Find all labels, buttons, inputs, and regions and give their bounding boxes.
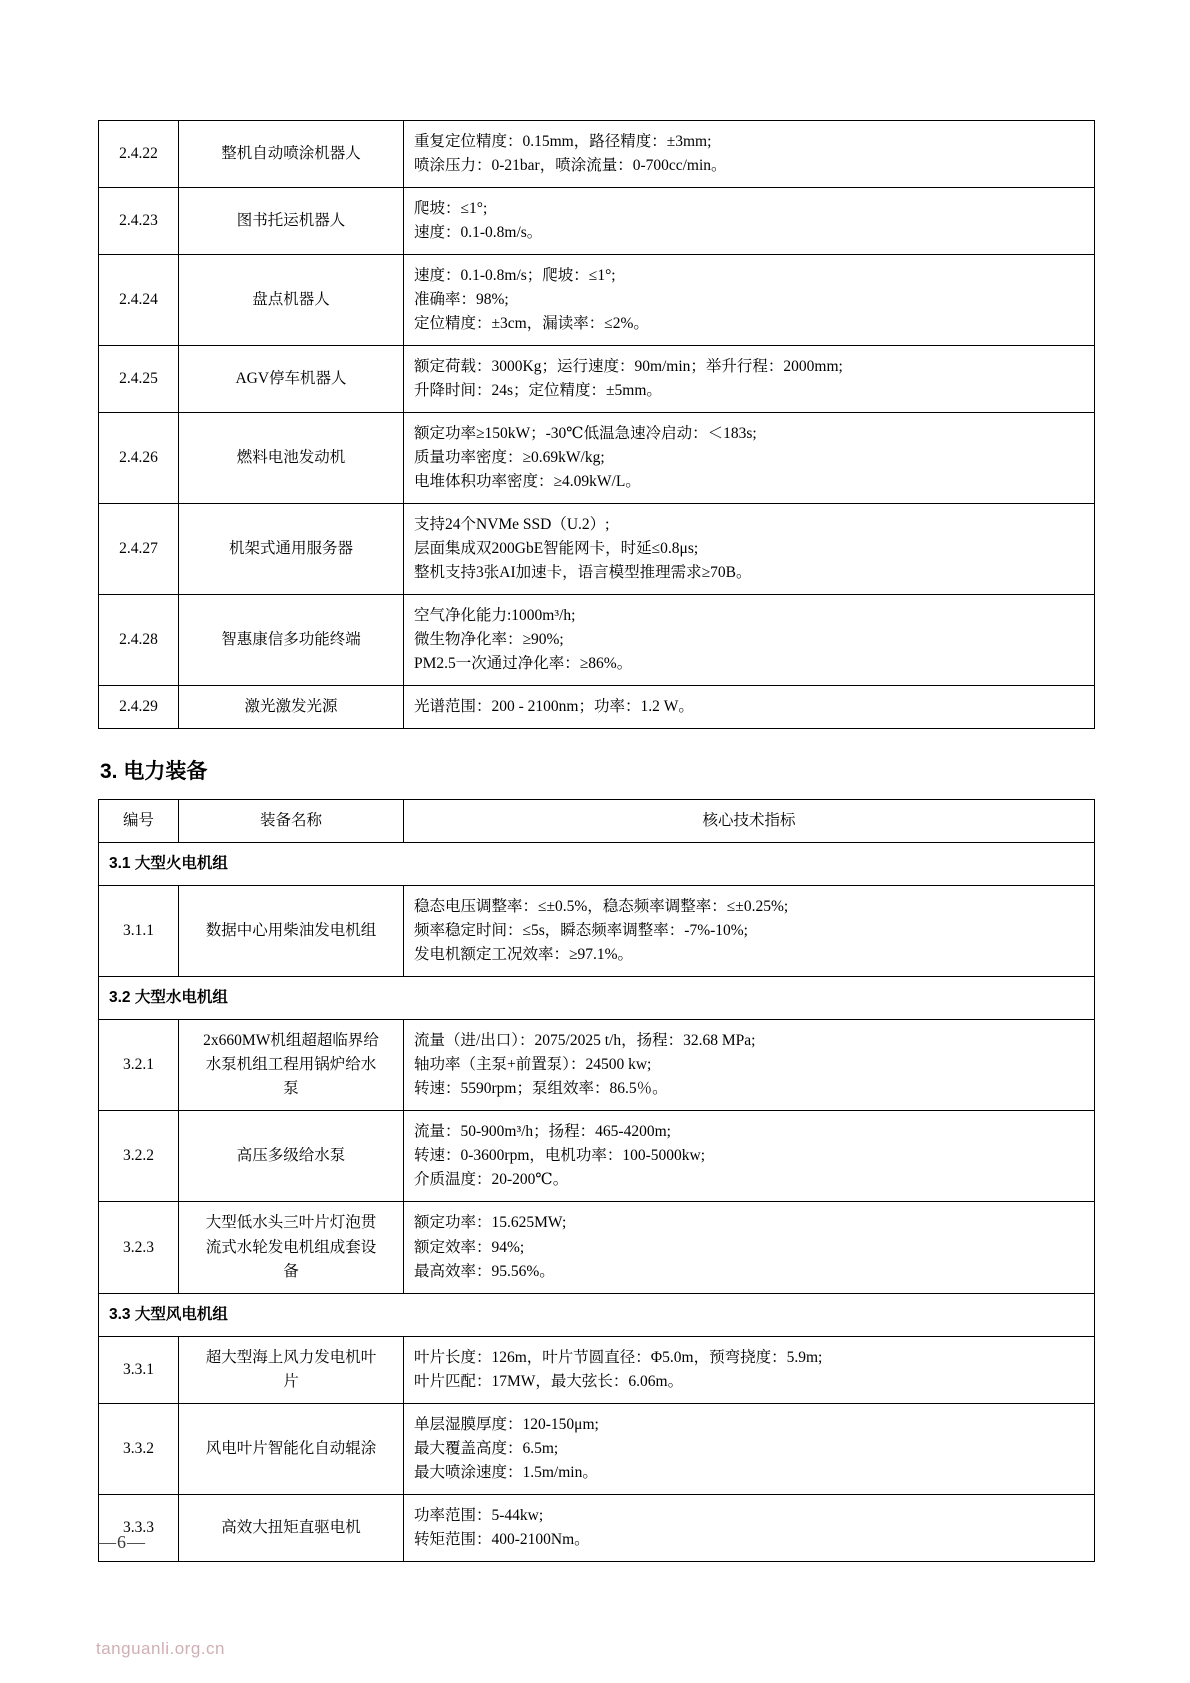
row-equipment-name <box>179 1403 404 1494</box>
spec-line: 爬坡：≤1°; <box>414 200 488 218</box>
table-row <box>99 1202 1095 1293</box>
row-equipment-name <box>179 1494 404 1561</box>
row-id: 3.3.2 <box>99 1403 179 1494</box>
row-id: 2.4.29 <box>99 686 179 729</box>
name-line: 水泵机组工程用锅炉给水 <box>205 1056 377 1074</box>
row-spec <box>404 188 1095 255</box>
name-line: 大型低水头三叶片灯泡贯 <box>205 1214 377 1232</box>
spec-line: 发电机额定工况效率：≥97.1%。 <box>414 946 634 964</box>
row-equipment-name <box>179 1202 404 1293</box>
spec-line: 额定功率：15.625MW; <box>414 1214 567 1232</box>
spec-line: 电堆体积功率密度：≥4.09kW/L。 <box>414 473 641 491</box>
spec-line: 速度：0.1-0.8m/s；爬坡：≤1°; <box>414 267 616 285</box>
row-equipment-name <box>179 346 404 413</box>
row-equipment-name <box>179 504 404 595</box>
table-group-row <box>99 1293 1095 1336</box>
row-equipment-name <box>179 686 404 729</box>
spec-line: 升降时间：24s；定位精度：±5mm。 <box>414 382 662 400</box>
name-line: 流式水轮发电机组成套设 <box>205 1238 377 1256</box>
name-line: 片 <box>283 1372 299 1390</box>
watermark: tanguanli.org.cn <box>96 1639 225 1658</box>
table-row <box>99 1494 1095 1561</box>
spec-line: 微生物净化率：≥90%; <box>414 631 564 649</box>
name-line: 2x660MW机组超超临界给 <box>203 1032 379 1050</box>
table-row <box>99 1336 1095 1403</box>
table-power-body <box>99 800 1095 1561</box>
spec-line: 转速：5590rpm；泵组效率：86.5％。 <box>414 1080 668 1098</box>
table-row <box>99 504 1095 595</box>
name-line: 泵 <box>283 1080 299 1098</box>
spec-line: 介质温度：20-200℃。 <box>414 1171 569 1189</box>
name-line: 备 <box>283 1262 299 1280</box>
row-spec <box>404 413 1095 504</box>
name-line: 数据中心用柴油发电机组 <box>205 922 377 940</box>
table-row <box>99 413 1095 504</box>
table-row <box>99 595 1095 686</box>
page-number: —6— <box>98 1532 146 1552</box>
row-id: 3.3.1 <box>99 1336 179 1403</box>
row-spec <box>404 504 1095 595</box>
name-line: 机架式通用服务器 <box>228 540 353 558</box>
section-title: 3. 电力装备 <box>100 760 208 784</box>
spec-line: 重复定位精度：0.15mm，路径精度：±3mm; <box>414 133 712 150</box>
name-line: 智惠康信多功能终端 <box>221 631 361 649</box>
row-equipment-name <box>179 255 404 346</box>
row-equipment-name <box>179 886 404 977</box>
spec-line: 速度：0.1-0.8m/s。 <box>414 224 543 242</box>
equipment-table-top <box>98 120 1095 729</box>
spec-line: 叶片匹配：17MW，最大弦长：6.06m。 <box>414 1372 684 1390</box>
group-title: 3.3 大型风电机组 <box>99 1293 1095 1336</box>
row-equipment-name <box>179 188 404 255</box>
row-id: 3.3.3 <box>99 1494 179 1561</box>
table-top-body <box>99 121 1095 729</box>
name-line: 超大型海上风力发电机叶 <box>205 1348 377 1366</box>
spec-line: 额定荷载：3000Kg；运行速度：90m/min；举升行程：2000mm; <box>414 358 843 376</box>
spec-line: 空气净化能力:1000m³/h; <box>414 607 576 625</box>
table-group-row <box>99 977 1095 1020</box>
name-line: 整机自动喷涂机器人 <box>221 145 361 162</box>
name-line: AGV停车机器人 <box>235 370 347 388</box>
spec-line: 轴功率（主泵+前置泵）：24500 kw; <box>414 1056 652 1074</box>
table-row <box>99 686 1095 729</box>
spec-line: 支持24个NVMe SSD（U.2）; <box>414 516 610 534</box>
spec-line: 定位精度：±3cm，漏读率：≤2%。 <box>414 315 649 333</box>
table-header-row <box>99 800 1095 843</box>
name-line: 风电叶片智能化自动辊涂 <box>205 1439 377 1457</box>
header-spec: 核心技术指标 <box>404 800 1095 843</box>
row-spec <box>404 886 1095 977</box>
spec-line: 质量功率密度：≥0.69kW/kg; <box>414 449 605 467</box>
row-spec <box>404 1020 1095 1111</box>
row-id: 2.4.24 <box>99 255 179 346</box>
row-id: 2.4.22 <box>99 121 179 188</box>
group-title: 3.1 大型火电机组 <box>99 843 1095 886</box>
row-equipment-name <box>179 413 404 504</box>
spec-line: 最大喷涂速度：1.5m/min。 <box>414 1463 598 1481</box>
table-row <box>99 1111 1095 1202</box>
name-line: 激光激发光源 <box>244 698 338 716</box>
name-line: 盘点机器人 <box>252 291 330 309</box>
row-id: 3.1.1 <box>99 886 179 977</box>
table-row <box>99 255 1095 346</box>
table-group-row <box>99 843 1095 886</box>
row-spec <box>404 595 1095 686</box>
row-id: 2.4.25 <box>99 346 179 413</box>
spec-line: 额定功率≥150kW；-30℃低温急速冷启动：＜183s; <box>414 425 757 443</box>
row-spec <box>404 346 1095 413</box>
row-equipment-name <box>179 121 404 188</box>
row-equipment-name <box>179 1020 404 1111</box>
row-id: 2.4.23 <box>99 188 179 255</box>
row-spec <box>404 121 1095 188</box>
row-spec <box>404 1403 1095 1494</box>
row-spec <box>404 1336 1095 1403</box>
row-id: 3.2.3 <box>99 1202 179 1293</box>
name-line: 高压多级给水泵 <box>236 1147 346 1165</box>
spec-line: 转速：0-3600rpm，电机功率：100-5000kw; <box>414 1147 706 1165</box>
table-row <box>99 886 1095 977</box>
row-id: 2.4.28 <box>99 595 179 686</box>
spec-line: 叶片长度：126m，叶片节圆直径：Φ5.0m，预弯挠度：5.9m; <box>414 1348 823 1366</box>
name-line: 图书托运机器人 <box>236 212 346 230</box>
spec-line: 单层湿膜厚度：120-150μm; <box>414 1415 599 1433</box>
row-spec <box>404 686 1095 729</box>
spec-line: 光谱范围：200 - 2100nm；功率：1.2 W。 <box>414 698 694 716</box>
header-name: 装备名称 <box>179 800 404 843</box>
spec-line: PM2.5一次通过净化率：≥86%。 <box>414 655 633 673</box>
row-id: 3.2.2 <box>99 1111 179 1202</box>
row-equipment-name <box>179 1336 404 1403</box>
spec-line: 喷涂压力：0-21bar，喷涂流量：0-700cc/min。 <box>414 157 727 175</box>
spec-line: 最大覆盖高度：6.5m; <box>414 1439 559 1457</box>
spec-line: 最高效率：95.56%。 <box>414 1262 555 1280</box>
row-id: 2.4.27 <box>99 504 179 595</box>
header-id: 编号 <box>99 800 179 843</box>
spec-line: 流量（进/出口）：2075/2025 t/h，扬程：32.68 MPa; <box>414 1032 756 1050</box>
spec-line: 准确率：98%; <box>414 291 509 309</box>
row-id: 2.4.26 <box>99 413 179 504</box>
row-spec <box>404 1494 1095 1561</box>
row-spec <box>404 1111 1095 1202</box>
spec-line: 整机支持3张AI加速卡，语言模型推理需求≥70B。 <box>414 564 752 582</box>
row-id: 3.2.1 <box>99 1020 179 1111</box>
row-spec <box>404 1202 1095 1293</box>
spec-line: 功率范围：5-44kw; <box>414 1506 544 1524</box>
table-row <box>99 121 1095 188</box>
spec-line: 稳态电压调整率：≤±0.5%，稳态频率调整率：≤±0.25%; <box>414 898 789 916</box>
table-row <box>99 1403 1095 1494</box>
spec-line: 层面集成双200GbE智能网卡，时延≤0.8μs; <box>414 540 699 558</box>
table-row <box>99 1020 1095 1111</box>
row-equipment-name <box>179 1111 404 1202</box>
spec-line: 频率稳定时间：≤5s，瞬态频率调整率：-7%-10%; <box>414 922 748 940</box>
spec-line: 流量：50-900m³/h；扬程：465-4200m; <box>414 1123 671 1141</box>
row-equipment-name <box>179 595 404 686</box>
row-spec <box>404 255 1095 346</box>
table-row <box>99 346 1095 413</box>
name-line: 高效大扭矩直驱电机 <box>221 1518 361 1536</box>
name-line: 燃料电池发动机 <box>236 449 346 467</box>
table-row <box>99 188 1095 255</box>
equipment-table-power <box>98 799 1095 1561</box>
group-title: 3.2 大型水电机组 <box>99 977 1095 1020</box>
spec-line: 转矩范围：400-2100Nm。 <box>414 1530 590 1548</box>
spec-line: 额定效率：94%; <box>414 1238 525 1256</box>
